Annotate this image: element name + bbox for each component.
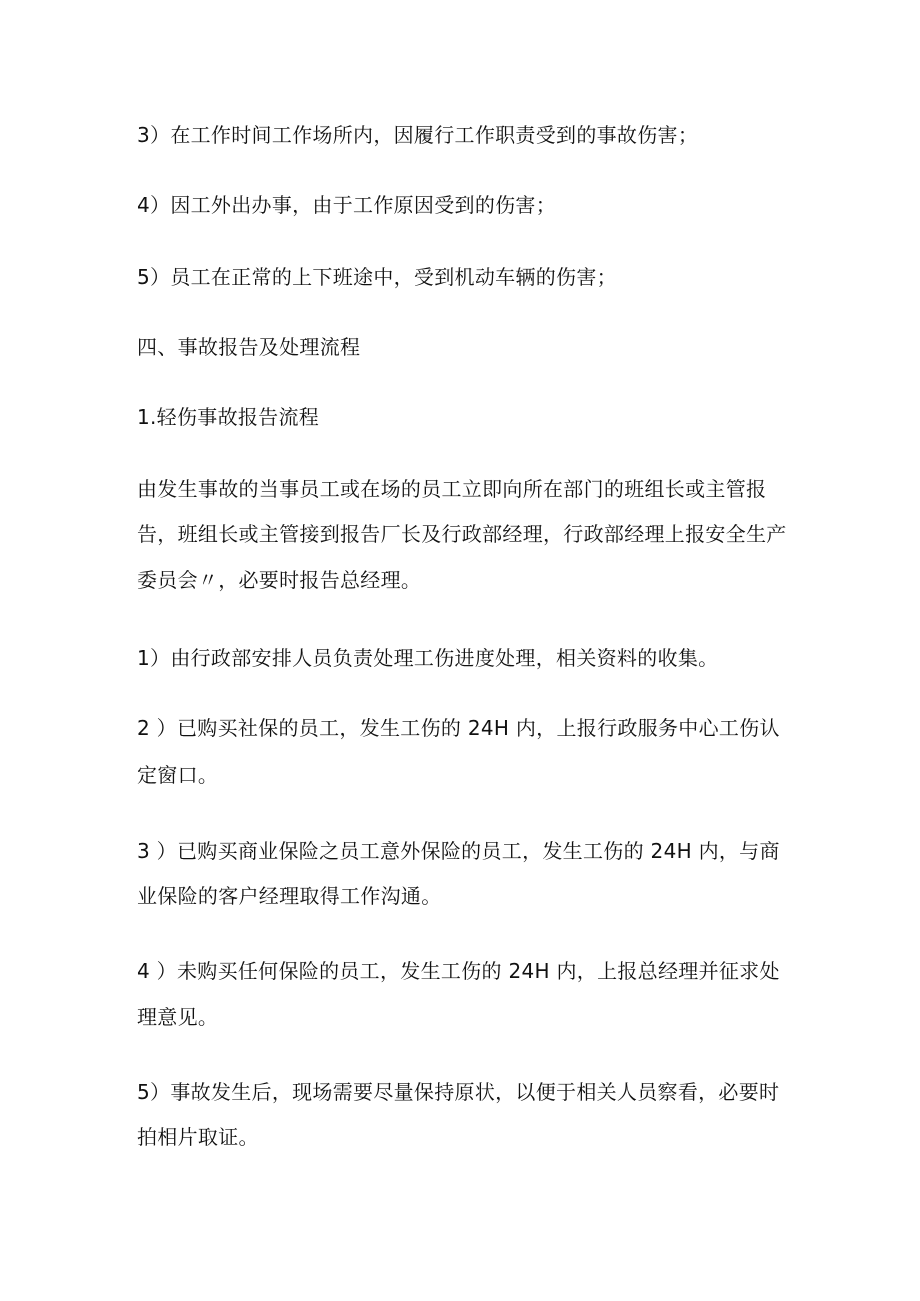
subsection-heading: 1.轻伤事故报告流程 xyxy=(137,405,320,429)
paragraph-item-5-line-1: 5）员工在正常的上下班途中，受到机动车辆的伤害； xyxy=(137,265,617,289)
paragraph-item-3-line-1: 3）在工作时间工作场所内，因履行工作职责受到的事故伤害； xyxy=(137,123,699,147)
step-5-line-2: 拍相片取证。 xyxy=(137,1125,259,1149)
step-5-line-1: 5）事故发生后，现场需要尽量保持原状，以便于相关人员察看，必要时 xyxy=(137,1080,780,1104)
section-heading: 四、事故报告及处理流程 xyxy=(137,335,361,359)
step-4-line-2: 理意见。 xyxy=(137,1005,219,1029)
body-paragraph-line-2: 告，班组长或主管接到报告厂长及行政部经理，行政部经理上报安全生产 xyxy=(137,522,787,546)
step-3-line-1: 3 ）已购买商业保险之员工意外保险的员工，发生工伤的 24H 内，与商 xyxy=(137,839,780,863)
step-1-line-1: 1）由行政部安排人员负责处理工伤进度处理，相关资料的收集。 xyxy=(137,646,719,670)
step-3-line-2: 业保险的客户经理取得工作沟通。 xyxy=(137,884,442,908)
paragraph-item-4-line-1: 4）因工外出办事，由于工作原因受到的伤害； xyxy=(137,193,557,217)
body-paragraph-line-1: 由发生事故的当事员工或在场的员工立即向所在部门的班组长或主管报 xyxy=(137,477,767,501)
step-2-line-2: 定窗口。 xyxy=(137,763,219,787)
body-paragraph-line-3: 委员会〃，必要时报告总经理。 xyxy=(137,568,422,592)
step-2-line-1: 2 ）已购买社保的员工，发生工伤的 24H 内，上报行政服务中心工伤认 xyxy=(137,716,780,740)
step-4-line-1: 4 ）未购买任何保险的员工，发生工伤的 24H 内，上报总经理并征求处 xyxy=(137,959,780,983)
